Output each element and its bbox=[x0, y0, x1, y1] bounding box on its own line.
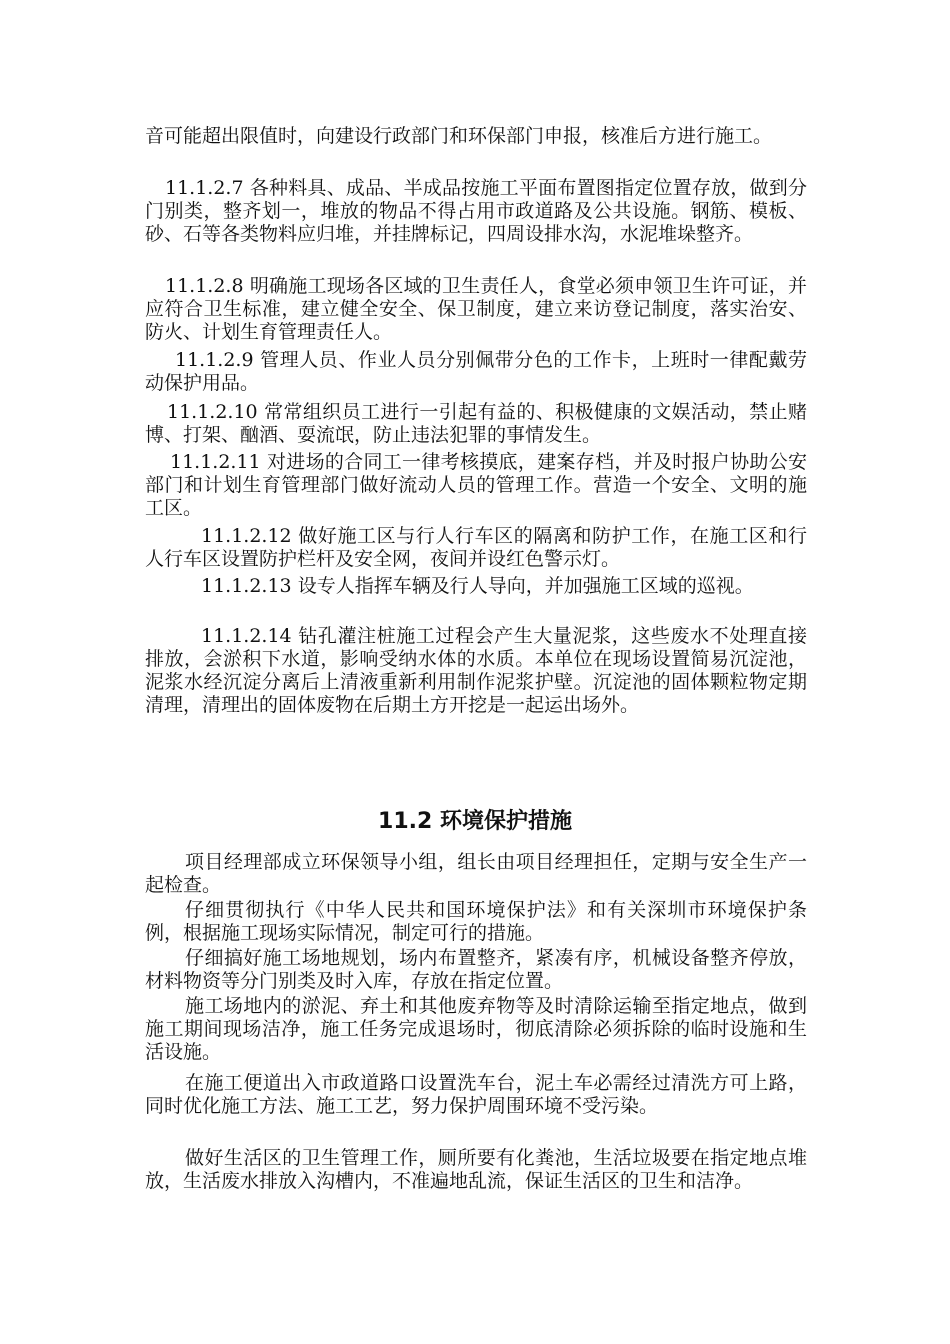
paragraph-continuation: 音可能超出限值时，向建设行政部门和环保部门申报，核准后方进行施工。 bbox=[145, 125, 773, 147]
paragraph-11-1-2-8: 11.1.2.8 明确施工现场各区域的卫生责任人，食堂必须申领卫生许可证，并应符合卫生标准，建立健全安全、保卫制度，建立来访登记制度，落实治安、防火、计划生育管理责任人。 bbox=[145, 275, 807, 343]
section-heading-11-2: 11.2 环境保护措施 bbox=[378, 809, 572, 834]
paragraph-env-6: 做好生活区的卫生管理工作，厕所要有化粪池，生活垃圾要在指定地点堆放，生活废水排放入沟槽内，不准遍地乱流，保证生活区的卫生和洁净。 bbox=[145, 1147, 807, 1192]
paragraph-11-1-2-11: 11.1.2.11 对进场的合同工一律考核摸底，建案存档，并及时报户协助公安部门和计划生育管理部门做好流动人员的管理工作。营造一个安全、文明的施工区。 bbox=[145, 451, 807, 519]
paragraph-env-4: 施工场地内的淤泥、弃土和其他废弃物等及时清除运输至指定地点，做到施工期间现场洁净，施工任务完成退场时，彻底清除必须拆除的临时设施和生活设施。 bbox=[145, 995, 807, 1063]
paragraph-env-5: 在施工便道出入市政道路口设置洗车台，泥土车必需经过清洗方可上路，同时优化施工方法、施工工艺，努力保护周围环境不受污染。 bbox=[145, 1072, 807, 1117]
paragraph-11-1-2-7: 11.1.2.7 各种料具、成品、半成品按施工平面布置图指定位置存放，做到分门别类，整齐划一，堆放的物品不得占用市政道路及公共设施。钢筋、模板、砂、石等各类物料应归堆，并挂牌标记，四周设排水沟，水泥堆垛整齐。 bbox=[145, 177, 807, 245]
paragraph-11-1-2-14: 11.1.2.14 钻孔灌注桩施工过程会产生大量泥浆，这些废水不处理直接排放，会淤积下水道，影响受纳水体的水质。本单位在现场设置简易沉淀池，泥浆水经沉淀分离后上清液重新利用制作泥浆护壁。沉淀池的固体颗粒物定期清理，清理出的固体废物在后期土方开挖是一起运出场外。 bbox=[145, 625, 807, 716]
paragraph-11-1-2-10: 11.1.2.10 常常组织员工进行一引起有益的、积极健康的文娱活动，禁止赌博、打架、酗酒、耍流氓，防止违法犯罪的事情发生。 bbox=[145, 401, 807, 446]
paragraph-env-2: 仔细贯彻执行《中华人民共和国环境保护法》和有关深圳市环境保护条例，根据施工现场实际情况，制定可行的措施。 bbox=[145, 899, 807, 944]
paragraph-11-1-2-13: 11.1.2.13 设专人指挥车辆及行人导向，并加强施工区域的巡视。 bbox=[201, 575, 754, 597]
paragraph-11-1-2-12: 11.1.2.12 做好施工区与行人行车区的隔离和防护工作，在施工区和行人行车区设置防护栏杆及安全网，夜间并设红色警示灯。 bbox=[145, 525, 807, 570]
paragraph-env-1: 项目经理部成立环保领导小组，组长由项目经理担任，定期与安全生产一起检查。 bbox=[145, 851, 807, 896]
paragraph-env-3: 仔细搞好施工场地规划，场内布置整齐，紧凑有序，机械设备整齐停放，材料物资等分门别类及时入库，存放在指定位置。 bbox=[145, 947, 807, 992]
paragraph-11-1-2-9: 11.1.2.9 管理人员、作业人员分别佩带分色的工作卡，上班时一律配戴劳动保护用品。 bbox=[145, 349, 807, 394]
